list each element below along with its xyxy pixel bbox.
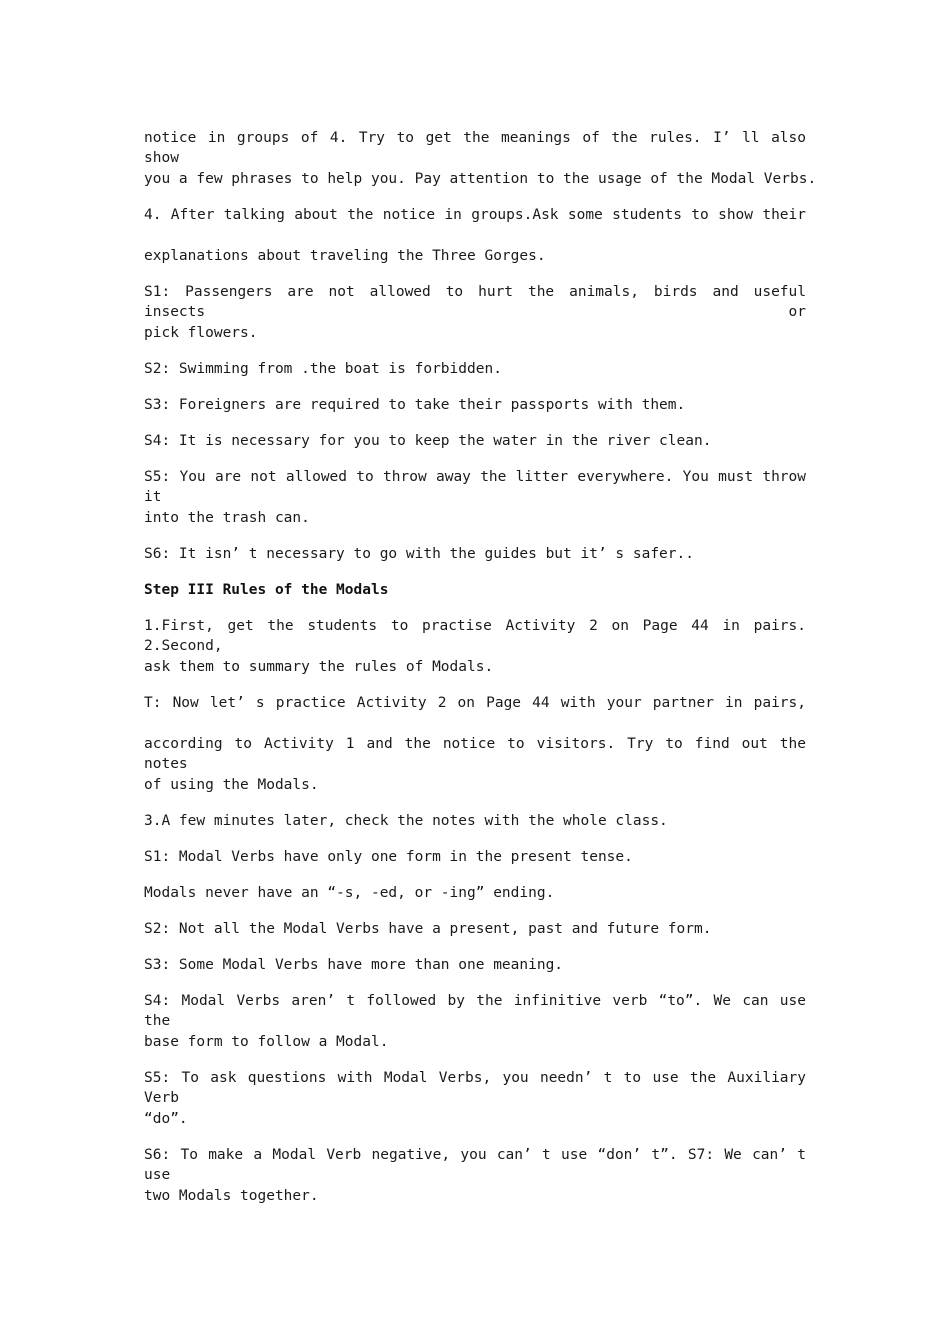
text-line: 3.A few minutes later, check the notes with the whole class. — [144, 813, 668, 829]
text-line: according to Activity 1 and the notice to visitors. Try to find out the notes — [144, 736, 806, 772]
text-line: S1: Modal Verbs have only one form in the present tense. — [144, 849, 633, 865]
text-line: ask them to summary the rules of Modals. — [144, 659, 494, 675]
text-line: S5: To ask questions with Modal Verbs, you needn’ t to use the Auxiliary Verb — [144, 1070, 806, 1106]
text-line: S5: You are not allowed to throw away the litter everywhere. You must throw it — [144, 469, 806, 505]
text-line: S1: Passengers are not allowed to hurt the animals, birds and useful insects or — [144, 284, 806, 320]
text-line: S2: Not all the Modal Verbs have a present, past and future form. — [144, 921, 712, 937]
text-line: 4. After talking about the notice in groups.Ask some students to show their — [144, 207, 806, 223]
text-line: 1.First, get the students to practise Activity 2 on Page 44 in pairs. 2.Second, — [144, 618, 806, 654]
text-line: S6: To make a Modal Verb negative, you can’ t use “don’ t”. S7: We can’ t use — [144, 1147, 806, 1183]
text-line: S4: It is necessary for you to keep the water in the river clean. — [144, 433, 712, 449]
text-line: S4: Modal Verbs aren’ t followed by the infinitive verb “to”. We can use the — [144, 993, 806, 1029]
text-line: S2: Swimming from .the boat is forbidden. — [144, 361, 502, 377]
text-line: Modals never have an “-s, -ed, or -ing” ending. — [144, 885, 555, 901]
text-line: T: Now let’ s practice Activity 2 on Page 44 with your partner in pairs, — [144, 695, 806, 711]
text-line: two Modals together. — [144, 1188, 319, 1204]
text-line: S6: It isn’ t necessary to go with the guides but it’ s safer.. — [144, 546, 694, 562]
text-line: S3: Some Modal Verbs have more than one meaning. — [144, 957, 564, 973]
text-line: S3: Foreigners are required to take their passports with them. — [144, 397, 686, 413]
section-heading: Step III Rules of the Modals — [144, 582, 389, 598]
text-line: base form to follow a Modal. — [144, 1034, 389, 1050]
text-line: pick flowers. — [144, 325, 258, 341]
text-line: explanations about traveling the Three Gorges. — [144, 248, 546, 264]
text-line: you a few phrases to help you. Pay attention to the usage of the Modal Verbs. — [144, 171, 817, 187]
text-line: notice in groups of 4. Try to get the meanings of the rules. I’ ll also show — [144, 130, 806, 166]
text-line: into the trash can. — [144, 510, 310, 526]
text-line: of using the Modals. — [144, 777, 319, 793]
text-line: “do”. — [144, 1111, 188, 1127]
